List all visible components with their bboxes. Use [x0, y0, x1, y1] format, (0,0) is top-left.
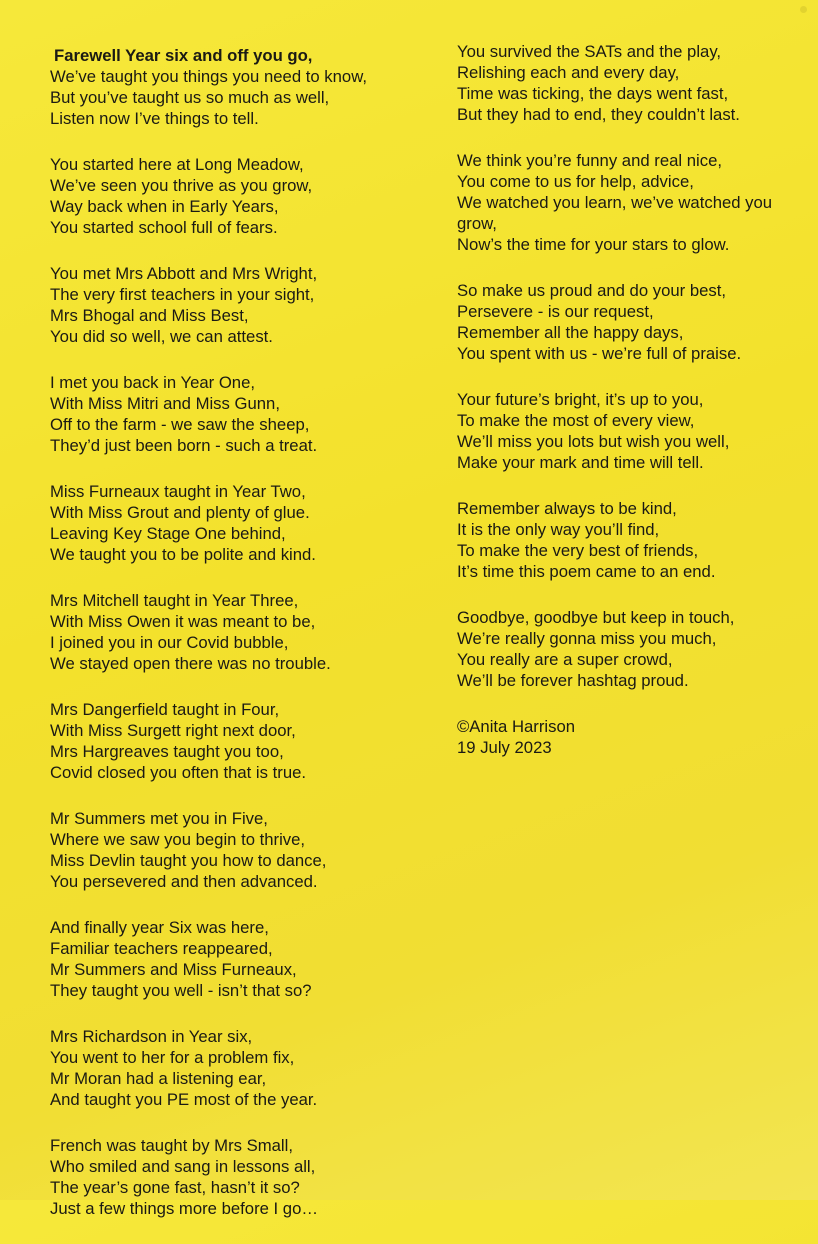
stanza — [457, 498, 802, 582]
poem-left-column — [50, 45, 430, 1244]
poem-line: It’s time this poem came to an end. — [457, 562, 716, 581]
poem-line: Mrs Mitchell taught in Year Three, — [50, 591, 299, 610]
stanza — [50, 263, 430, 347]
poem-line: Now’s the time for your stars to glow. — [457, 235, 730, 254]
stanza — [50, 590, 430, 674]
poem-line: You did so well, we can attest. — [50, 327, 273, 346]
poem-line: Miss Devlin taught you how to dance, — [50, 851, 327, 870]
stanza — [457, 41, 802, 125]
poem-date: 19 July 2023 — [457, 738, 552, 757]
poem-line: Time was ticking, the days went fast, — [457, 84, 729, 103]
poem-line: You met Mrs Abbott and Mrs Wright, — [50, 264, 318, 283]
poem-line: Off to the farm - we saw the sheep, — [50, 415, 310, 434]
poem-line: You started school full of fears. — [50, 218, 278, 237]
poem-line: Relishing each and every day, — [457, 63, 680, 82]
poem-line: We’ll miss you lots but wish you well, — [457, 432, 730, 451]
poem-line: It is the only way you’ll find, — [457, 520, 660, 539]
poem-line: We think you’re funny and real nice, — [457, 151, 722, 170]
stanza — [457, 389, 802, 473]
stanza — [50, 154, 430, 238]
poem-line: I joined you in our Covid bubble, — [50, 633, 289, 652]
poem-right-column — [457, 41, 802, 783]
poem-line: We taught you to be polite and kind. — [50, 545, 316, 564]
poem-line: With Miss Surgett right next door, — [50, 721, 296, 740]
poem-line: You come to us for help, advice, — [457, 172, 694, 191]
poem-line: To make the very best of friends, — [457, 541, 699, 560]
poem-line: We stayed open there was no trouble. — [50, 654, 331, 673]
author-credit: ©Anita Harrison — [457, 717, 576, 736]
stanza — [50, 699, 430, 783]
poem-line: Goodbye, goodbye but keep in touch, — [457, 608, 735, 627]
poem-line: Listen now I’ve things to tell. — [50, 109, 259, 128]
poem-line: So make us proud and do your best, — [457, 281, 727, 300]
poem-line: You went to her for a problem fix, — [50, 1048, 295, 1067]
poem-line: We’ll be forever hashtag proud. — [457, 671, 689, 690]
stanza — [50, 917, 430, 1001]
poem-line: Make your mark and time will tell. — [457, 453, 704, 472]
poem-line: You persevered and then advanced. — [50, 872, 318, 891]
poem-line: We watched you learn, we’ve watched you grow, — [457, 193, 773, 233]
poem-line: They taught you well - isn’t that so? — [50, 981, 312, 1000]
poem-line: Your future’s bright, it’s up to you, — [457, 390, 704, 409]
poem-line: Mr Summers met you in Five, — [50, 809, 268, 828]
signature-block — [457, 716, 802, 758]
poem-line: Mrs Bhogal and Miss Best, — [50, 306, 249, 325]
poem-title: Farewell Year six and off you go, — [54, 46, 313, 65]
right-stanzas — [457, 41, 802, 691]
poem-line: Remember always to be kind, — [457, 499, 677, 518]
stanza — [457, 150, 802, 255]
poem-line: Miss Furneaux taught in Year Two, — [50, 482, 306, 501]
stanza — [50, 481, 430, 565]
poem-line: You spent with us - we’re full of praise. — [457, 344, 742, 363]
poem-line: I met you back in Year One, — [50, 373, 256, 392]
poem-line: Mr Moran had a listening ear, — [50, 1069, 267, 1088]
poem-line: Mrs Hargreaves taught you too, — [50, 742, 284, 761]
poem-line: And finally year Six was here, — [50, 918, 269, 937]
poem-line: They’d just been born - such a treat. — [50, 436, 318, 455]
poem-line: We’ve seen you thrive as you grow, — [50, 176, 313, 195]
poem-line: Covid closed you often that is true. — [50, 763, 307, 782]
poem-line: Just a few things more before I go… — [50, 1199, 319, 1218]
poem-line: Familiar teachers reappeared, — [50, 939, 273, 958]
poem-line: With Miss Grout and plenty of glue. — [50, 503, 310, 522]
poem-line: But you’ve taught us so much as well, — [50, 88, 330, 107]
poem-line: Where we saw you begin to thrive, — [50, 830, 306, 849]
poem-line: You survived the SATs and the play, — [457, 42, 722, 61]
poem-line: You started here at Long Meadow, — [50, 155, 304, 174]
poem-line: With Miss Mitri and Miss Gunn, — [50, 394, 280, 413]
poem-line: Leaving Key Stage One behind, — [50, 524, 286, 543]
poem-line: Remember all the happy days, — [457, 323, 684, 342]
poem-line: With Miss Owen it was meant to be, — [50, 612, 316, 631]
paper-speck — [800, 6, 807, 13]
poem-line: Way back when in Early Years, — [50, 197, 279, 216]
stanza — [50, 1026, 430, 1110]
poem-line: We’re really gonna miss you much, — [457, 629, 717, 648]
poem-line: Mrs Richardson in Year six, — [50, 1027, 253, 1046]
poem-line: French was taught by Mrs Small, — [50, 1136, 293, 1155]
poem-line: Who smiled and sang in lessons all, — [50, 1157, 316, 1176]
stanza — [50, 1135, 430, 1219]
poem-line: Mrs Dangerfield taught in Four, — [50, 700, 280, 719]
stanza — [457, 607, 802, 691]
poem-line: And taught you PE most of the year. — [50, 1090, 318, 1109]
stanza — [457, 280, 802, 364]
poem-line: But they had to end, they couldn’t last. — [457, 105, 740, 124]
stanza — [50, 372, 430, 456]
poem-line: Persevere - is our request, — [457, 302, 654, 321]
stanza — [50, 808, 430, 892]
left-stanzas — [50, 66, 430, 1219]
stanza — [50, 66, 430, 129]
poem-line: Mr Summers and Miss Furneaux, — [50, 960, 297, 979]
poem-line: The year’s gone fast, hasn’t it so? — [50, 1178, 300, 1197]
poem-line: We’ve taught you things you need to know, — [50, 67, 367, 86]
poem-line: The very first teachers in your sight, — [50, 285, 315, 304]
poem-line: To make the most of every view, — [457, 411, 695, 430]
poem-line: You really are a super crowd, — [457, 650, 673, 669]
